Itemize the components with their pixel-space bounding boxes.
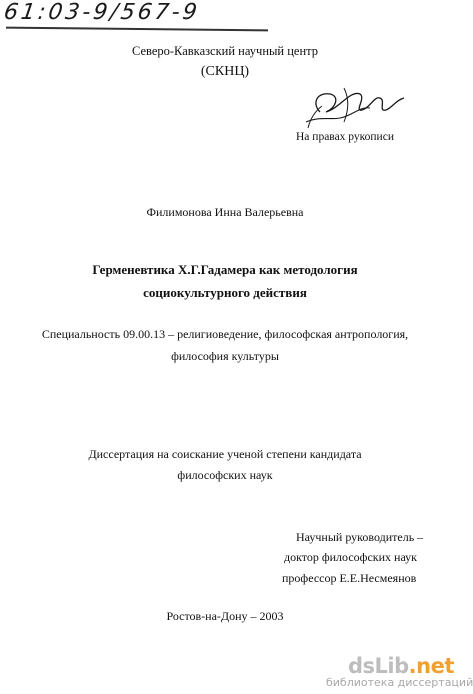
watermark-logo [348, 654, 454, 678]
specialty-line-2: философия культуры [171, 349, 279, 363]
signature-icon [300, 82, 410, 130]
organization-abbreviation: (СКНЦ) [200, 64, 250, 79]
dissertation-line-2: философских наук [177, 468, 273, 482]
watermark-logo-suffix: .net [408, 654, 454, 678]
city-year: Ростов-на-Дону – 2003 [166, 609, 284, 623]
handwritten-archive-code: 61:03-9/567-9 [2, 0, 202, 25]
organization-name: Северо-Кавказский научный центр [131, 44, 319, 58]
specialty-line-1: Специальность 09.00.13 – религиоведение, философская антропология, [41, 327, 409, 341]
watermark-subtitle: библиотека диссертаций [326, 676, 473, 689]
advisor-line-2: доктор философских наук [284, 550, 417, 564]
title-line-1: Герменевтика Х.Г.Гадамера как методология [92, 262, 358, 277]
watermark-logo-main: dsLib [348, 654, 409, 678]
advisor-line-3: профессор Е.Е.Несмеянов [282, 571, 417, 585]
dissertation-line-1: Диссертация на соискание ученой степени кандидата [88, 447, 362, 461]
title-line-2: социокультурного действия [143, 285, 307, 300]
manuscript-rights-note: На правах рукописи [296, 131, 394, 143]
advisor-line-1: Научный руководитель – [296, 530, 424, 544]
handwritten-underline [6, 27, 268, 32]
author-name: Филимонова Инна Валерьевна [146, 205, 304, 219]
